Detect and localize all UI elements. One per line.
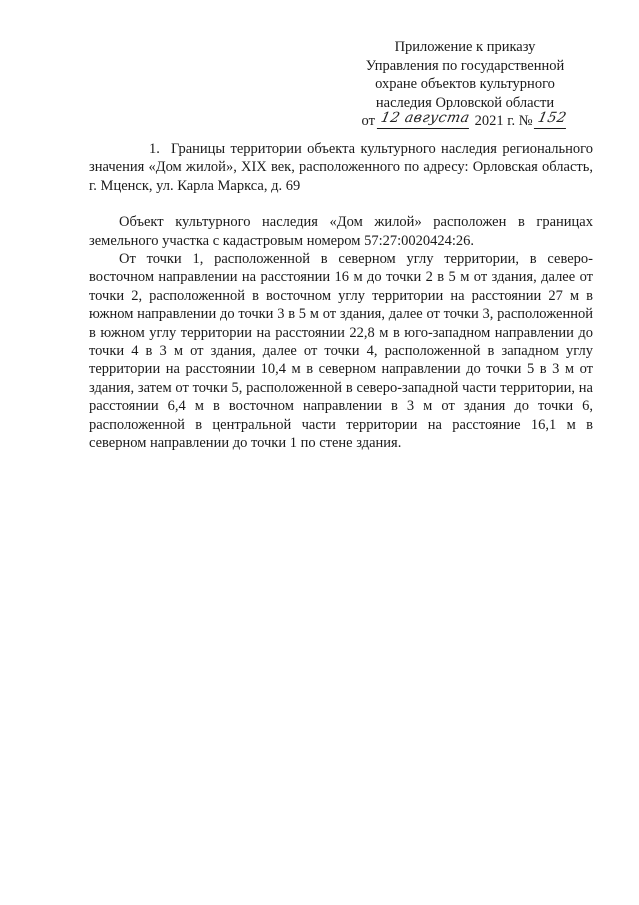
date-prefix: от [361, 113, 375, 129]
section-title-text: Границы территории объекта культурного наследия регионального значения «Дом жилой», XIX век, расположенного по адресу: Орловская область, г. Мценск, ул. Карла Маркса, д. 69 [89, 141, 593, 194]
order-date-line [340, 112, 590, 132]
handwritten-order-number: 152 [534, 109, 570, 129]
header-line-1: Приложение к приказу [394, 39, 536, 55]
date-year: 2021 г. № [474, 113, 533, 129]
paragraph-boundary-description: От точки 1, расположенной в северном углу территории, в северо-восточном направлении на расстоянии 16 м до точки 2 в 5 м от здания, далее от точки 2, расположенной в восточном углу территории на расстоянии 27 м в южном направлении до точки 3 в 5 м от здания, далее от точки 3, расположенной в южном углу территории на расстоянии 22,8 м в юго-западном направлении до точки 4 в 3 м от здания, далее от точки 4, расположенной в западном углу территории на расстоянии 10,4 м в северном направлении до точки 5 в 3 м от здания, затем от точки 5, расположенной в северо-западной части территории, на расстоянии 6,4 м в восточном направлении в 3 м от здания до точки 6, расположенной в центральной части территории на расстояние 16,1 м в северном направлении до точки 1 по стене здания. [89, 251, 593, 452]
header-line-2: Управления по государственной [365, 57, 565, 74]
appendix-header [340, 38, 590, 132]
document-body [89, 140, 593, 453]
spacer [89, 195, 593, 213]
section-heading [89, 140, 593, 195]
handwritten-date: 12 августа [376, 109, 473, 129]
paragraph-cadastral: Объект культурного наследия «Дом жилой» расположен в границах земельного участка с кадастровым номером 57:27:0020424:26. [89, 214, 593, 249]
header-line-3: охране объектов культурного [375, 76, 555, 92]
section-number: 1. [149, 141, 160, 157]
header-line-4: наследия Орловской области [375, 94, 555, 111]
